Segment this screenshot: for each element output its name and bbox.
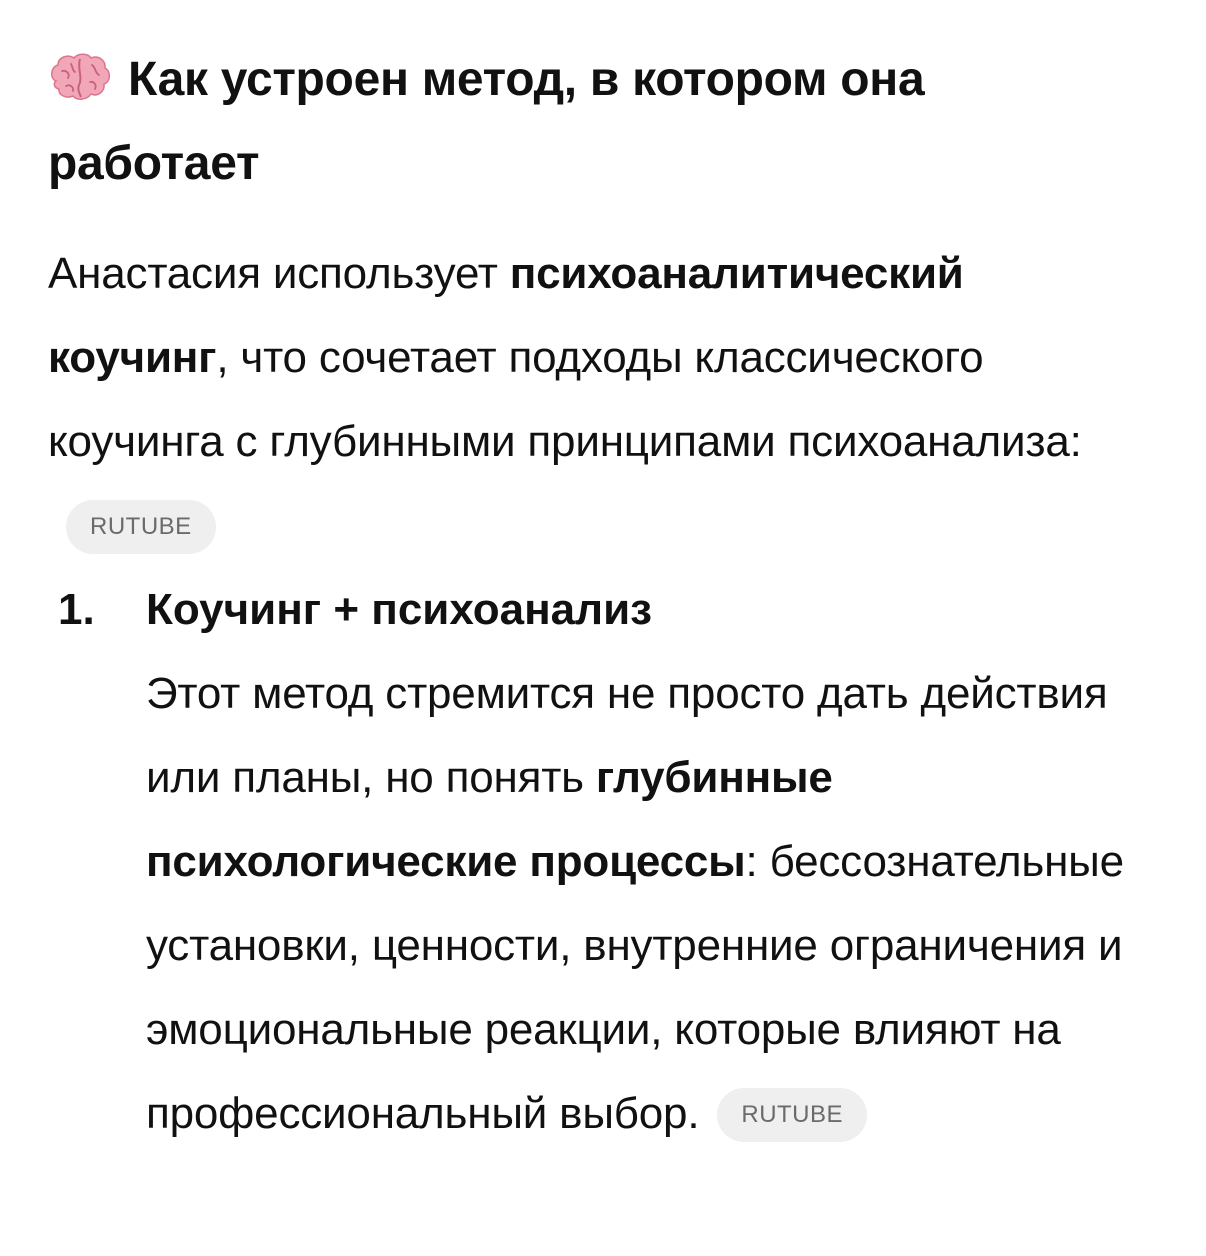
list-item-bold: глубинные психологические процессы <box>146 753 833 886</box>
list-item-text-after: : бессознательные установки, ценности, внутренние ограничения и эмоциональные реакции, которые влияют на профессиональный выбор. <box>146 837 1124 1138</box>
source-chip-rutube[interactable]: RUTUBE <box>66 500 216 554</box>
list-item-title: Коучинг + психоанализ <box>146 585 652 634</box>
intro-text-before: Анастасия использует <box>48 249 510 298</box>
list-item-body <box>146 652 1146 1156</box>
list-item-text-before: Этот метод стремится не просто дать действия или планы, но понять <box>146 669 1108 802</box>
intro-text-after: , что сочетает подходы классического коучинга с глубинными принципами психоанализа: <box>48 333 1082 466</box>
list-item-number: 1. <box>58 585 95 634</box>
intro-bold: психоаналитический коучинг <box>48 249 964 382</box>
numbered-list <box>48 568 1146 1156</box>
source-chip-rutube[interactable]: RUTUBE <box>717 1088 867 1142</box>
list-item <box>48 568 1146 1156</box>
section-heading <box>48 38 1146 206</box>
brain-icon <box>48 51 112 103</box>
intro-paragraph <box>48 232 1146 568</box>
section-title: Как устроен метод, в котором она работает <box>48 53 925 190</box>
